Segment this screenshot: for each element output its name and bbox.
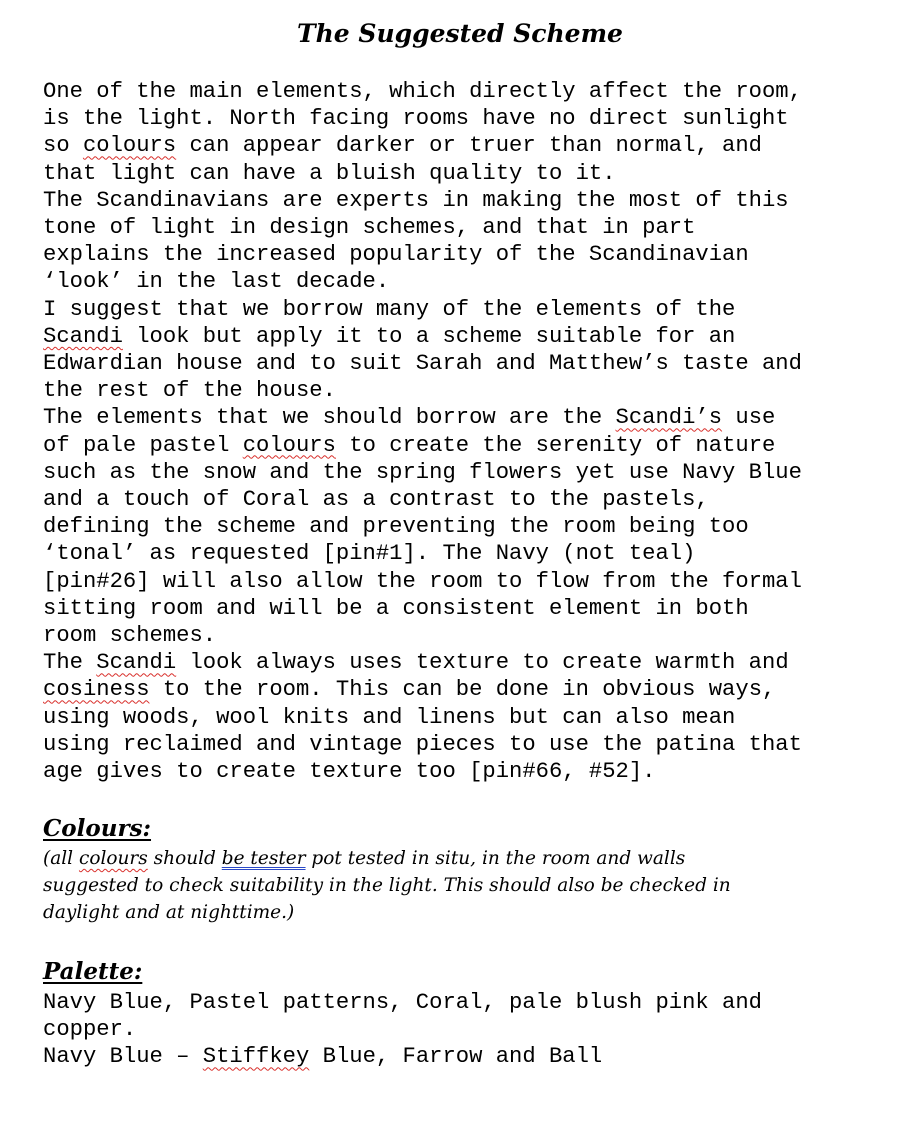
- text-line: such as the snow and the spring flowers yet use Navy Blue: [43, 459, 802, 485]
- palette-heading: Palette:: [43, 958, 143, 985]
- document-title: The Suggested Scheme: [297, 19, 623, 48]
- text-line: The elements that we should borrow are the Scandi’s use: [43, 405, 776, 431]
- text-line: copper.: [43, 1017, 137, 1043]
- text-line: (all colours should be tester pot tested in situ, in the room and walls: [43, 848, 686, 869]
- colours-note: [43, 845, 903, 926]
- colours-heading: Colours:: [43, 815, 152, 842]
- text-line: One of the main elements, which directly affect the room,: [43, 79, 802, 104]
- spelling-flag: Scandi: [43, 323, 123, 349]
- text-line: Navy Blue, Pastel patterns, Coral, pale blush pink and: [43, 990, 762, 1015]
- text-line: ‘tonal’ as requested [pin#1]. The Navy (not teal): [43, 541, 696, 567]
- spelling-flag: Scandi: [96, 650, 177, 676]
- text-line: daylight and at nighttime.): [43, 902, 295, 923]
- text-line: tone of light in design schemes, and that in part: [43, 215, 696, 241]
- text-line: room schemes.: [43, 623, 217, 649]
- text-line: and a touch of Coral as a contrast to the pastels,: [43, 487, 709, 513]
- body-text: [43, 78, 903, 785]
- grammar-flag: be tester: [221, 848, 306, 869]
- text-line: Edwardian house and to suit Sarah and Matthew’s taste and: [43, 351, 802, 377]
- palette-list: [43, 989, 903, 1071]
- text-line: age gives to create texture too [pin#66, #52].: [43, 759, 656, 785]
- text-line: using woods, wool knits and linens but can also mean: [43, 704, 736, 730]
- text-line: using reclaimed and vintage pieces to use the patina that: [43, 731, 802, 757]
- text-line: sitting room and will be a consistent element in both: [43, 595, 749, 621]
- text-line: of pale pastel colours to create the serenity of nature: [43, 432, 776, 458]
- text-line: explains the increased popularity of the Scandinavian: [43, 242, 749, 268]
- spelling-flag: Stiffkey: [202, 1044, 310, 1070]
- text-line: that light can have a bluish quality to it.: [43, 160, 616, 186]
- spelling-flag: colours: [82, 133, 177, 159]
- text-line: The Scandi look always uses texture to create warmth and: [43, 650, 789, 676]
- spelling-flag: colours: [242, 432, 336, 458]
- text-line: is the light. North facing rooms have no direct sunlight: [43, 106, 789, 132]
- text-line: ‘look’ in the last decade.: [43, 269, 390, 295]
- text-line: Scandi look but apply it to a scheme suitable for an: [43, 323, 736, 349]
- text-line: defining the scheme and preventing the room being too: [43, 514, 749, 540]
- text-line: the rest of the house.: [43, 378, 336, 404]
- spelling-flag: cosiness: [43, 677, 150, 703]
- text-line: cosiness to the room. This can be done in obvious ways,: [43, 677, 776, 703]
- text-line: I suggest that we borrow many of the elements of the: [43, 296, 736, 322]
- text-line: [pin#26] will also allow the room to flow from the formal: [43, 568, 802, 594]
- spelling-flag: Scandi’s: [615, 405, 723, 431]
- text-line: Navy Blue – Stiffkey Blue, Farrow and Ball: [43, 1044, 603, 1070]
- text-line: The Scandinavians are experts in making the most of this: [43, 187, 789, 213]
- text-line: suggested to check suitability in the light. This should also be checked in: [43, 875, 731, 896]
- spelling-flag: colours: [78, 848, 148, 869]
- text-line: so colours can appear darker or truer than normal, and: [43, 133, 763, 159]
